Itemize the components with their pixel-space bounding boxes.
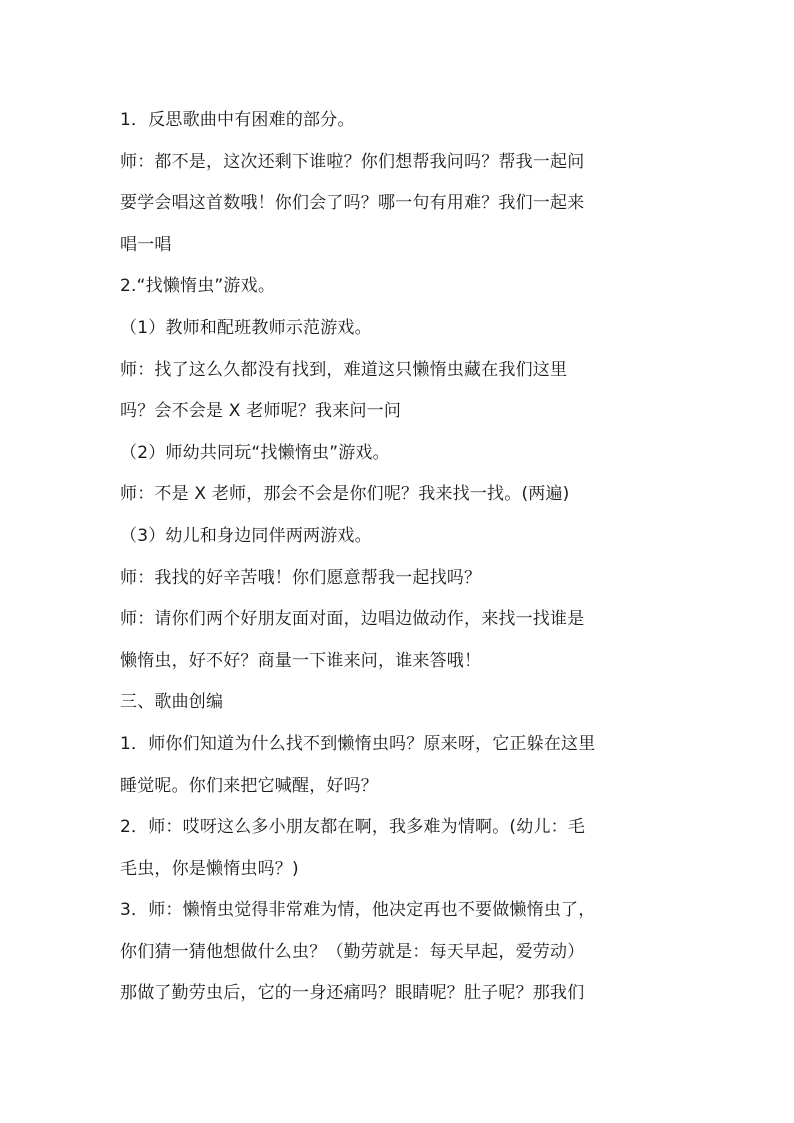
text-line: 师：我找的好辛苦哦！你们愿意帮我一起找吗？ (120, 567, 482, 588)
text-line: 吗？会不会是 X 老师呢？我来问一问 (120, 401, 402, 422)
text-line: （2）师幼共同玩“找懒惰虫”游戏。 (120, 442, 390, 463)
document-body (120, 100, 680, 1015)
text-line: 懒惰虫，好不好？商量一下谁来问，谁来答哦！ (120, 650, 482, 671)
text-line: 那做了勤劳虫后，它的一身还痛吗？眼睛呢？肚子呢？那我们 (120, 983, 585, 1004)
text-line: 3．师：懒惰虫觉得非常难为情，他决定再也不要做懒惰虫了， (120, 900, 596, 921)
text-line: 师：都不是，这次还剩下谁啦？你们想帮我问吗？帮我一起问 (120, 151, 585, 172)
text-line: 1．反思歌曲中有困难的部分。 (120, 110, 355, 130)
text-line: （1）教师和配班教师示范游戏。 (120, 317, 372, 338)
text-line: 师：不是 X 老师，那会不会是你们呢？我来找一找。(两遍) (120, 484, 570, 505)
text-line: 2．师：哎呀这么多小朋友都在啊，我多难为情啊。(幼儿：毛 (120, 817, 586, 838)
text-line: 师：找了这么久都没有找到，难道这只懒惰虫藏在我们这里 (120, 359, 568, 380)
text-line: 毛虫，你是懒惰虫吗？) (120, 858, 299, 879)
text-line: 睡觉呢。你们来把它喊醒，好吗？ (120, 775, 378, 796)
text-line: 师：请你们两个好朋友面对面，边唱边做动作，来找一找谁是 (120, 609, 585, 630)
text-line: 唱一唱 (120, 234, 172, 255)
text-line: 2.“找懒惰虫”游戏。 (120, 276, 276, 297)
text-line: 三、歌曲创编 (120, 692, 224, 713)
text-line: 1．师你们知道为什么找不到懒惰虫吗？原来呀，它正躲在这里 (120, 733, 596, 754)
text-line: 你们猜一猜他想做什么虫？（勤劳就是：每天早起，爱劳动） (120, 941, 585, 962)
text-line: （3）幼儿和身边同伴两两游戏。 (120, 525, 372, 546)
text-line: 要学会唱这首数哦！你们会了吗？哪一句有用难？我们一起来 (120, 193, 585, 214)
